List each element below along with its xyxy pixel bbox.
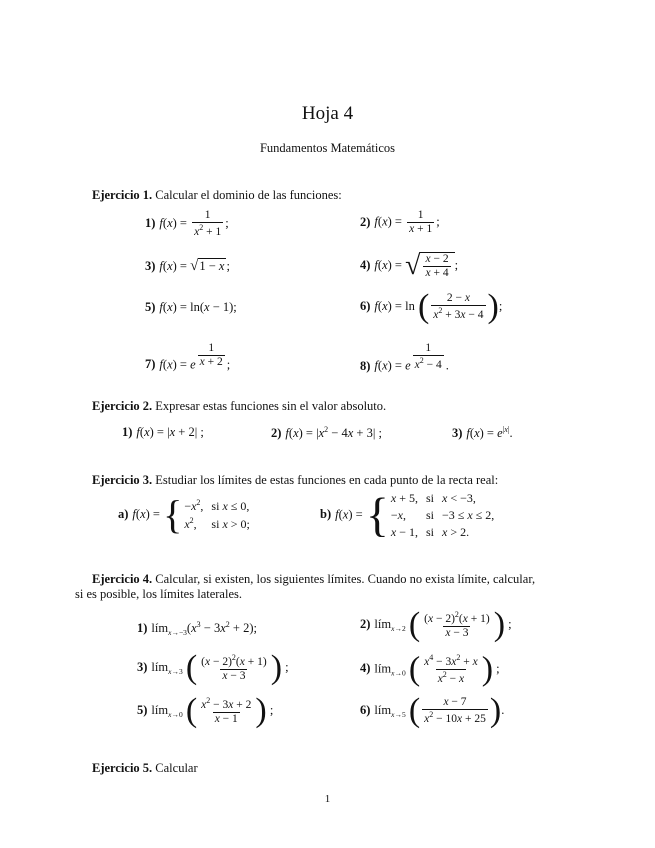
fraction: $\frac{1}{x + 1}$ <box>409 209 433 236</box>
exercise-1-text: Calcular el dominio de las funciones: <box>155 188 342 202</box>
ex2-item-1: 1) f(x) = |x + 2| ; <box>122 425 204 439</box>
ex1-item-8-number: 8) <box>360 358 371 373</box>
ex1-item-7-number: 7) <box>145 357 156 372</box>
exercise-1-heading <box>92 188 342 203</box>
piecewise-cases: x + 5, si x < −3, −x, si −3 ≤ x ≤ 2, x − 1, si x > 2. <box>390 491 495 539</box>
ex4-item-3-number: 3) <box>137 660 148 674</box>
fraction: $\frac{1}{x^2 + 1}$ <box>194 209 222 239</box>
ex1-item-1-number: 1) <box>145 216 156 230</box>
ex4-item-6-number: 6) <box>360 703 371 717</box>
ex4-item-2: 2) lím$_{x\to 2}$ ( $\frac{(x - 2)^2(x + 1)}{x - 3}$ ) ; <box>360 606 512 644</box>
exercise-3-text: Estudiar los límites de estas funciones en cada punto de la recta real: <box>155 473 499 487</box>
ex4-item-1: 1) $lím_{x\to-3}(x^3 - 3x^2 + 2)$; <box>137 620 257 638</box>
ex3-item-a-number: a) <box>118 506 129 521</box>
ex1-item-5: 5) f(x) = ln(x − 1); <box>145 300 237 314</box>
ex1-item-6: 6) f(x) = ln ( $\frac{2 - x}{x^2 + 3x - 4}$ ); <box>360 288 503 326</box>
ex4-item-2-number: 2) <box>360 617 371 631</box>
page-title: Hoja 4 <box>301 103 354 124</box>
ex4-item-5: 5) lím$_{x\to 0}$ ( $\frac{x^2 - 3x + 2}{x - 1}$ ) ; <box>137 692 274 730</box>
ex1-item-6-number: 6) <box>360 299 371 313</box>
exercise-4-text-2: si es posible, los límites laterales. <box>75 587 242 601</box>
ex2-item-3: 3) $f(x) = e^{|x|}$. <box>452 425 513 441</box>
exercise-2-heading <box>92 399 386 414</box>
exercise-5-label: Ejercicio 5. <box>92 761 153 775</box>
exercise-4-text-1: Calcular, si existen, los siguientes límites. Cuando no exista límite, calcular, <box>155 572 536 586</box>
exercise-3-heading <box>92 473 498 488</box>
exercise-4-heading <box>92 572 535 587</box>
ex1-item-1: 1) f(x) = $\frac{1}{x^2 + 1}$ ; <box>145 209 229 239</box>
fraction: $\frac{1}{x + 2}$ <box>199 342 223 369</box>
ex4-item-3: 3) lím$_{x\to 3}$ ( $\frac{(x - 2)^2(x + 1)}{x - 3}$ ) ; <box>137 649 289 687</box>
ex2-item-1-number: 1) <box>122 425 133 439</box>
exercise-2-label: Ejercicio 2. <box>92 399 153 413</box>
fraction: $\frac{(x - 2)^2(x + 1)}{x - 3}$ <box>424 610 490 640</box>
ex4-item-4-number: 4) <box>360 661 371 676</box>
fraction: $\frac{x^2 - 3x + 2}{x - 1}$ <box>201 696 252 726</box>
ex3-item-a: a) f(x) = { $-x^2$, si x ≤ 0, $x^2$, si x > 0; <box>118 496 258 534</box>
page-subtitle: Fundamentos Matemáticos <box>259 141 396 155</box>
fraction: $\frac{2 - x}{x^2 + 3x - 4}$ <box>433 292 484 322</box>
ex4-item-4: 4) lím$_{x\to 0}$ ( $\frac{x^4 - 3x^2 + x}{x^2 - x}$ ) ; <box>360 650 500 688</box>
ex1-item-2-number: 2) <box>360 214 371 229</box>
ex4-item-1-number: 1) <box>137 621 148 636</box>
exercise-1-label: Ejercicio 1. <box>92 188 153 202</box>
ex1-item-4: 4) f(x) = √ $\frac{x - 2}{x + 4}$ ; <box>360 250 459 281</box>
exercise-5-heading <box>92 761 198 776</box>
ex1-item-2: 2) f(x) = $\frac{1}{x + 1}$ ; <box>360 209 440 236</box>
fraction: $\frac{(x - 2)^2(x + 1)}{x - 3}$ <box>201 653 267 683</box>
fraction: $\frac{1}{x^2 - 4}$ <box>414 342 442 372</box>
page-number: 1 <box>324 793 331 805</box>
ex2-item-3-number: 3) <box>452 426 463 441</box>
exercise-5-text: Calcular <box>155 761 198 775</box>
exercise-3-label: Ejercicio 3. <box>92 473 153 487</box>
ex1-item-7: 7) f(x) = e $\frac{1}{x + 2}$ ; <box>145 342 231 372</box>
ex1-item-4-number: 4) <box>360 257 371 272</box>
ex2-item-2-number: 2) <box>271 426 282 441</box>
ex3-item-b-number: b) <box>320 507 332 522</box>
fraction: $\frac{x - 2}{x + 4}$ <box>425 252 449 279</box>
ex4-item-5-number: 5) <box>137 703 148 717</box>
fraction: $\frac{x^4 - 3x^2 + x}{x^2 - x}$ <box>424 653 478 685</box>
piecewise-cases: $-x^2$, si x ≤ 0, $x^2$, si x > 0; <box>184 498 250 531</box>
exercise-2-text: Expresar estas funciones sin el valor absoluto. <box>155 399 387 413</box>
ex1-item-5-number: 5) <box>145 300 156 314</box>
exercise-4-label: Ejercicio 4. <box>92 572 153 586</box>
ex1-item-8: 8) f(x) = e $\frac{1}{x^2 - 4}$ . <box>360 342 449 373</box>
ex2-item-2: 2) $f(x) = |x^2 - 4x + 3|$ ; <box>271 425 382 441</box>
ex3-item-b: b) f(x) = { x + 5, si x < −3, −x, si −3 ≤ x ≤ 2, x − 1, si x > 2. <box>320 489 502 542</box>
ex4-item-6: 6) lím$_{x\to 5}$ ( $\frac{x - 7}{x^2 - 10x + 25}$ ). <box>360 692 505 730</box>
ex1-item-3-number: 3) <box>145 259 156 273</box>
ex1-item-3: 3) f(x) = √1 − x ; <box>145 258 230 274</box>
fraction: $\frac{x - 7}{x^2 - 10x + 25}$ <box>424 696 486 726</box>
